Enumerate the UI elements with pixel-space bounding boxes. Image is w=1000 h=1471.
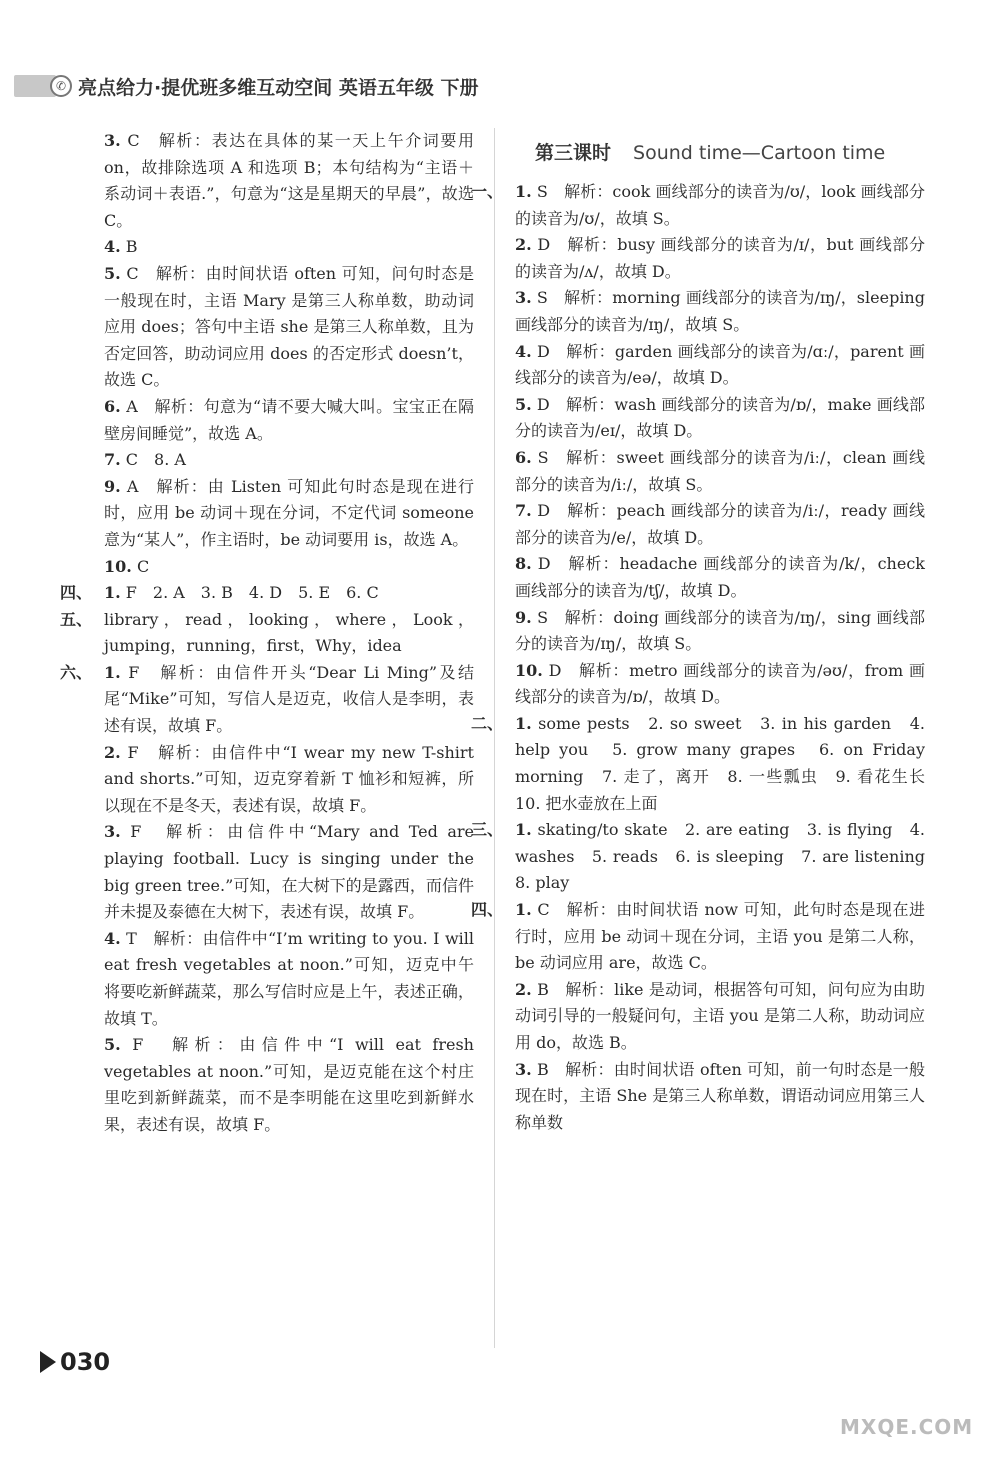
answer-item bbox=[104, 474, 474, 554]
item-text: T 解析：由信件中“I’m writing to you. I will eat fresh vegetables at noon.”可知，迈克中午将要吃新鲜蔬菜，那么写信时应是上午，表述正确，故填 T。 bbox=[104, 928, 474, 1028]
item-text: D 解析：headache 画线部分的读音为/k/，check 画线部分的读音为/tʃ/，故填 D。 bbox=[515, 554, 925, 600]
item-text: S 解析：sweet 画线部分的读音为/iː/，clean 画线部分的读音为/iː/，故填 S。 bbox=[515, 447, 925, 494]
item-text: D 解析：metro 画线部分的读音为/əʊ/，from 画线部分的读音为/ɒ/，故填 D。 bbox=[515, 660, 925, 707]
item-text: S 解析：morning 画线部分的读音为/ɪŋ/，sleeping 画线部分的读音为/ɪŋ/，故填 S。 bbox=[515, 288, 925, 334]
item-number: 1. bbox=[515, 182, 532, 201]
section-mark: 二、 bbox=[471, 713, 504, 733]
section-title-subtitle: Sound time—Cartoon time bbox=[633, 142, 886, 164]
item-number: 3. bbox=[104, 822, 121, 842]
answer-item bbox=[515, 551, 925, 604]
answer-item bbox=[515, 232, 925, 285]
section-mark: 一、 bbox=[471, 182, 504, 201]
item-number: 1. bbox=[104, 662, 121, 682]
answer-item bbox=[471, 817, 942, 897]
answer-item bbox=[104, 819, 474, 925]
item-text: some pests 2. so sweet 3. in his garden 4. help you 5. grow many grapes 6. on Friday morning 7. 走了，离开 8. 一些瓢虫 9. 看花生长 10. 把水壶放在上面 bbox=[515, 713, 942, 813]
answer-item bbox=[515, 285, 925, 338]
item-text: A 解析：由 Listen 可知此句时态是现在进行时，应用 be 动词＋现在分词，不定代词 someone 意为“某人”，作主语时，be 动词要用 is，故选 A。 bbox=[104, 476, 474, 549]
answer-item bbox=[60, 580, 474, 607]
answer-item bbox=[471, 897, 925, 977]
item-number: 4. bbox=[104, 928, 121, 948]
answer-item bbox=[104, 740, 474, 820]
answer-item bbox=[471, 711, 942, 817]
item-number: 2. bbox=[515, 979, 532, 999]
answer-item bbox=[104, 554, 474, 581]
watermark: MXQE.COM bbox=[840, 1415, 974, 1439]
answer-item bbox=[104, 128, 474, 234]
answer-item bbox=[515, 605, 925, 658]
item-text: S 解析：doing 画线部分的读音为/ɪŋ/，sing 画线部分的读音为/ɪŋ/，故填 S。 bbox=[515, 607, 925, 654]
answer-item bbox=[515, 977, 925, 1057]
item-number: 6. bbox=[515, 447, 532, 467]
answer-item bbox=[104, 926, 474, 1032]
answer-item bbox=[515, 445, 925, 498]
item-text: C 解析：由时间状语 often 可知，问句时态是一般现在时，主语 Mary 是第三人称单数，助动词应用 does；答句中主语 she 是第三人称单数，且为否定回答，助动词应用 does 的否定形式 doesn’t，故选 C。 bbox=[104, 263, 474, 390]
item-number: 1. bbox=[515, 900, 532, 920]
item-text: C 8. A bbox=[125, 450, 186, 470]
item-text: D 解析：garden 画线部分的读音为/ɑː/，parent 画线部分的读音为/eə/，故填 D。 bbox=[515, 341, 925, 388]
item-number: 2. bbox=[515, 235, 532, 255]
item-text: F 2. A 3. B 4. D 5. E 6. C bbox=[125, 583, 379, 603]
answer-item bbox=[104, 394, 474, 447]
item-number: 9. bbox=[515, 607, 532, 627]
right-column bbox=[471, 128, 942, 1136]
right-items bbox=[471, 179, 942, 1136]
header-title: 亮点给力·提优班多维互动空间 英语五年级 下册 bbox=[78, 76, 479, 99]
answer-item bbox=[515, 392, 925, 445]
item-number: 1. bbox=[104, 583, 121, 603]
item-number: 10. bbox=[104, 556, 132, 576]
item-text: F 解析：由信件中“I wear my new T-shirt and shorts.”可知，迈克穿着新 T 恤衫和短裤，所以现在不是冬天，表述有误，故填 F。 bbox=[104, 742, 474, 815]
page-number-text: 030 bbox=[60, 1348, 111, 1376]
item-number: 5. bbox=[104, 263, 121, 283]
answer-item bbox=[60, 607, 474, 660]
section-mark: 四、 bbox=[471, 900, 504, 920]
section-mark: 五、 bbox=[60, 609, 93, 629]
item-text: F 解析：由信件中“Mary and Ted are playing football. Lucy is singing under the big green tree.”可知，在大树下的是露西，而信件并未提及泰德在大树下，表述有误，故填 F。 bbox=[104, 822, 474, 922]
left-column bbox=[60, 128, 474, 1139]
item-text: B 解析：由时间状语 often 可知，前一句时态是一般现在时，主语 She 是第三人称单数，谓语动词应用第三人称单数 bbox=[515, 1059, 925, 1132]
item-number: 1. bbox=[515, 820, 532, 840]
answer-item bbox=[104, 261, 474, 394]
section-mark: 四、 bbox=[60, 583, 93, 603]
item-number: 3. bbox=[515, 288, 532, 308]
play-triangle-icon bbox=[40, 1351, 56, 1373]
page-number bbox=[40, 1348, 110, 1376]
item-text: C 解析：表达在具体的某一天上午介词要用 on，故排除选项 A 和选项 B；本句结构为“主语＋系动词＋表语.”，句意为“这是星期天的早晨”，故选 C。 bbox=[104, 131, 474, 230]
answer-item bbox=[104, 1032, 474, 1138]
item-number: 8. bbox=[515, 554, 532, 574]
item-text: D 解析：busy 画线部分的读音为/ɪ/，but 画线部分的读音为/ʌ/，故填 D。 bbox=[515, 235, 925, 281]
item-number: 3. bbox=[515, 1059, 532, 1079]
item-text: F 解析：由信件开头“Dear Li Ming”及结尾“Mike”可知，写信人是迈克，收信人是李明，表述有误，故填 F。 bbox=[104, 662, 474, 736]
section-title-label: 第三课时 bbox=[535, 142, 612, 164]
item-number: 3. bbox=[104, 131, 121, 150]
item-number: 4. bbox=[515, 341, 532, 361]
item-text: B bbox=[125, 237, 138, 257]
column-divider bbox=[494, 128, 495, 1348]
answer-item bbox=[104, 234, 474, 261]
item-number: 5. bbox=[104, 1035, 121, 1055]
item-number: 1. bbox=[515, 713, 532, 733]
page-header bbox=[14, 68, 478, 104]
item-text: skating/to skate 2. are eating 3. is flying 4. washes 5. reads 6. is sleeping 7. are listening 8. play bbox=[515, 820, 942, 893]
item-number: 9. bbox=[104, 476, 121, 496]
section-mark: 六、 bbox=[60, 662, 93, 682]
item-number: 2. bbox=[104, 742, 121, 762]
item-text: S 解析：cook 画线部分的读音为/ʊ/，look 画线部分的读音为/ʊ/，故填 S。 bbox=[515, 182, 925, 228]
item-number: 6. bbox=[104, 396, 121, 416]
answer-item bbox=[515, 1057, 925, 1137]
answer-item bbox=[104, 447, 474, 474]
item-text: B 解析：like 是动词，根据答句可知，问句应为由助动词引导的一般疑问句，主语 you 是第二人称，助动词应用 do，故选 B。 bbox=[515, 979, 925, 1052]
item-text: C bbox=[136, 556, 150, 576]
answer-item bbox=[515, 339, 925, 392]
section-title bbox=[535, 138, 925, 165]
answer-item bbox=[515, 498, 925, 551]
item-number: 4. bbox=[104, 237, 121, 257]
item-text: D 解析：peach 画线部分的读音为/iː/，ready 画线部分的读音为/e/，故填 D。 bbox=[515, 501, 925, 547]
item-text: D 解析：wash 画线部分的读音为/ɒ/，make 画线部分的读音为/eɪ/，故填 D。 bbox=[515, 394, 925, 441]
item-number: 7. bbox=[515, 501, 532, 521]
answer-item bbox=[60, 660, 474, 740]
answer-item bbox=[471, 179, 925, 232]
item-number: 5. bbox=[515, 394, 532, 414]
item-text: library，read，looking，where，Look，jumping，running，first，Why，idea bbox=[104, 609, 474, 656]
item-number: 10. bbox=[515, 660, 543, 680]
item-number: 7. bbox=[104, 450, 121, 470]
section-mark: 三、 bbox=[471, 820, 504, 840]
item-text: A 解析：句意为“请不要大喊大叫。宝宝正在隔壁房间睡觉”，故选 A。 bbox=[104, 396, 474, 443]
item-text: C 解析：由时间状语 now 可知，此句时态是现在进行时，应用 be 动词＋现在分词，主语 you 是第二人称，be 动词应用 are，故选 C。 bbox=[515, 900, 925, 973]
answer-item bbox=[515, 658, 925, 711]
phone-logo-icon: ✆ bbox=[50, 75, 72, 97]
item-text: F 解析：由信件中“I will eat fresh vegetables at noon.”可知，是迈克能在这个村庄里吃到新鲜蔬菜，而不是李明能在这里吃到新鲜水果，表述有误，故填 F。 bbox=[104, 1035, 474, 1134]
